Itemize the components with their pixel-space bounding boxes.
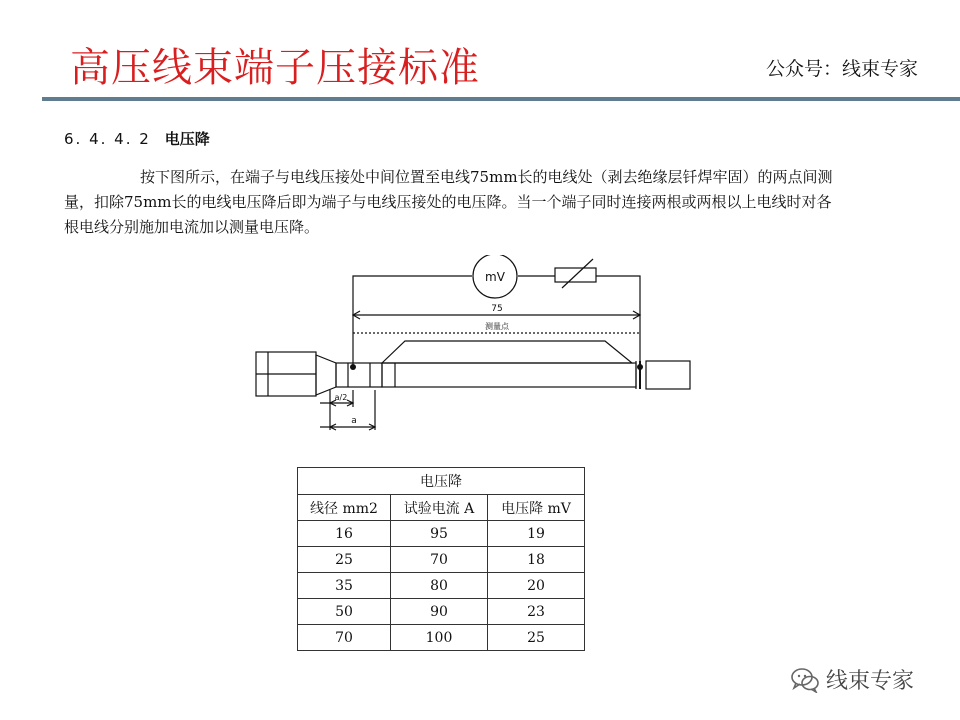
insulation-taper bbox=[382, 341, 632, 363]
cell-wire-size: 16 bbox=[298, 521, 391, 547]
table-row bbox=[298, 521, 585, 547]
cell-test-current: 95 bbox=[391, 521, 488, 547]
measure-point-label: 测量点 bbox=[485, 322, 509, 331]
account-label: 公众号：线束专家 bbox=[765, 58, 918, 80]
cell-voltage-drop: 18 bbox=[488, 547, 585, 573]
resistor-arrow bbox=[562, 259, 593, 288]
cable-body bbox=[382, 363, 636, 387]
cell-wire-size: 25 bbox=[298, 547, 391, 573]
page-title: 高压线束端子压接标准 bbox=[70, 45, 480, 91]
cell-test-current: 100 bbox=[391, 625, 488, 651]
dimension-a2-label: a/2 bbox=[334, 393, 348, 402]
wechat-icon bbox=[790, 667, 820, 693]
crimp-barrel bbox=[336, 363, 382, 387]
dimension-a-label: a bbox=[351, 416, 357, 426]
cable-end bbox=[646, 361, 690, 389]
cell-test-current: 80 bbox=[391, 573, 488, 599]
dimension-75-label: 75 bbox=[491, 304, 503, 314]
table-row bbox=[298, 625, 585, 651]
cell-voltage-drop: 20 bbox=[488, 573, 585, 599]
table-row bbox=[298, 573, 585, 599]
voltage-drop-table bbox=[297, 467, 585, 651]
section-heading bbox=[64, 128, 210, 149]
cell-test-current: 70 bbox=[391, 547, 488, 573]
table-caption: 电压降 bbox=[298, 468, 585, 495]
watermark bbox=[790, 664, 914, 695]
cell-voltage-drop: 25 bbox=[488, 625, 585, 651]
measurement-diagram bbox=[250, 255, 700, 440]
watermark-text: 线束专家 bbox=[826, 669, 915, 694]
meter-label: mV bbox=[485, 270, 505, 284]
header-voltage-drop: 电压降 mV bbox=[488, 495, 585, 521]
terminal-barrel-transition bbox=[316, 355, 336, 395]
header-test-current: 试验电流 A bbox=[391, 495, 488, 521]
header-divider bbox=[42, 97, 960, 101]
table-row bbox=[298, 599, 585, 625]
header-wire-size: 线径 mm2 bbox=[298, 495, 391, 521]
cell-wire-size: 70 bbox=[298, 625, 391, 651]
wire-right-2 bbox=[596, 276, 640, 367]
cell-test-current: 90 bbox=[391, 599, 488, 625]
section-title: 电压降 bbox=[164, 130, 210, 148]
wire-left bbox=[353, 276, 472, 367]
section-number: 6. 4. 4. 2 bbox=[64, 130, 151, 148]
table-row bbox=[298, 547, 585, 573]
section-paragraph: 按下图所示，在端子与电线压接处中间位置至电线75mm长的电线处（剥去绝缘层钎焊牢固）的两点间测量，扣除75mm长的电线电压降后即为端子与电线压接处的电压降。当一个端子同时连接两根或两根以上电线时对各根电线分别施加电流加以测量电压降。 bbox=[64, 168, 833, 236]
table-header-row bbox=[298, 495, 585, 521]
cell-wire-size: 35 bbox=[298, 573, 391, 599]
cell-wire-size: 50 bbox=[298, 599, 391, 625]
cell-voltage-drop: 23 bbox=[488, 599, 585, 625]
cell-voltage-drop: 19 bbox=[488, 521, 585, 547]
